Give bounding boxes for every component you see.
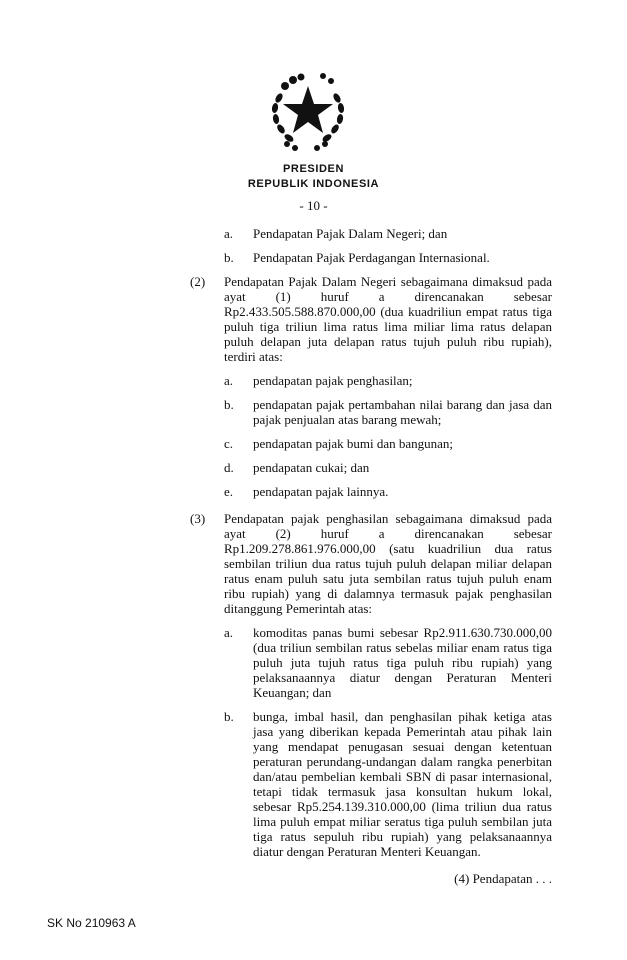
list-item bbox=[190, 373, 552, 388]
list-item bbox=[190, 226, 552, 241]
continuation-text: (4) Pendapatan . . . bbox=[454, 871, 552, 886]
list-item bbox=[190, 436, 552, 451]
list-marker: b. bbox=[224, 709, 234, 724]
list-text: pendapatan pajak lainnya. bbox=[253, 484, 389, 499]
list-item bbox=[190, 709, 552, 859]
list-text: pendapatan cukai; dan bbox=[253, 460, 370, 475]
list-text: pendapatan pajak pertambahan nilai barang dan jasa dan pajak penjualan atas barang mewah; bbox=[253, 397, 552, 427]
list-marker: b. bbox=[224, 397, 234, 412]
section-2 bbox=[190, 274, 552, 364]
list-marker: b. bbox=[224, 250, 234, 265]
list-text: Pendapatan Pajak Dalam Negeri; dan bbox=[253, 226, 448, 241]
list-marker: c. bbox=[224, 436, 234, 451]
list-marker: a. bbox=[224, 373, 234, 388]
list-text: bunga, imbal hasil, dan penghasilan pihak ketiga atas jasa yang diberikan kepada Pemerintah atau pihak lain yang mendapat penugasan sesuai dengan ketentuan peraturan perundang-undangan dalam rangka penerbitan dan/atau pembelian kembali SBN di pasar internasional, tetapi tidak termasuk jasa konsultan hukum lokal, sebesar Rp5.254.139.310.000,00 (lima triliun dua ratus lima puluh empat miliar seratus tiga puluh sembilan juta tiga ratus sepuluh ribu rupiah) yang pelaksanaannya diatur dengan Peraturan Menteri Keuangan. bbox=[253, 709, 552, 859]
list-marker: e. bbox=[224, 484, 234, 499]
list-marker: a. bbox=[224, 625, 234, 640]
list-text: pendapatan pajak penghasilan; bbox=[253, 373, 413, 388]
section-marker: (2) bbox=[190, 274, 206, 289]
list-marker: d. bbox=[224, 460, 234, 475]
header-title-president: PRESIDEN bbox=[282, 163, 345, 175]
list-text: komoditas panas bumi sebesar Rp2.911.630.730.000,00 (dua triliun sembilan ratus sebelas miliar enam ratus tiga puluh juta tujuh ratus tiga puluh ribu rupiah) yang pelaksanaannya diatur dengan Peraturan Menteri Keuangan; dan bbox=[253, 625, 552, 700]
list-item bbox=[190, 484, 552, 499]
header-title-republic: REPUBLIK INDONESIA bbox=[247, 178, 380, 190]
list-item bbox=[190, 397, 552, 427]
list-item bbox=[190, 250, 552, 265]
page-number: - 10 - bbox=[299, 198, 328, 213]
list-text: Pendapatan Pajak Perdagangan Internasional. bbox=[253, 250, 490, 265]
section-marker: (3) bbox=[190, 511, 206, 526]
list-item bbox=[190, 460, 552, 475]
section-3 bbox=[190, 511, 552, 616]
document-body bbox=[190, 226, 552, 859]
list-marker: a. bbox=[224, 226, 234, 241]
garuda-emblem-icon bbox=[265, 68, 351, 154]
document-code: SK No 210963 A bbox=[47, 916, 136, 930]
section-text: Pendapatan pajak penghasilan sebagaimana dimaksud pada ayat (2) huruf a direncanakan sebesar Rp1.209.278.861.976.000,00 (satu kuadriliun dua ratus sembilan triliun dua ratus tujuh puluh delapan miliar delapan ratus enam puluh satu juta sembilan ratus tujuh puluh enam ribu rupiah) yang di dalamnya termasuk pajak penghasilan ditanggung Pemerintah atas: bbox=[224, 511, 552, 616]
list-item bbox=[190, 625, 552, 700]
list-text: pendapatan pajak bumi dan bangunan; bbox=[253, 436, 453, 451]
section-text: Pendapatan Pajak Dalam Negeri sebagaimana dimaksud pada ayat (1) huruf a direncanakan sebesar Rp2.433.505.588.870.000,00 (dua kuadriliun empat ratus tiga puluh tiga triliun lima ratus lima miliar lima ratus delapan puluh delapan juta delapan ratus tujuh puluh ribu rupiah), terdiri atas: bbox=[224, 274, 552, 364]
